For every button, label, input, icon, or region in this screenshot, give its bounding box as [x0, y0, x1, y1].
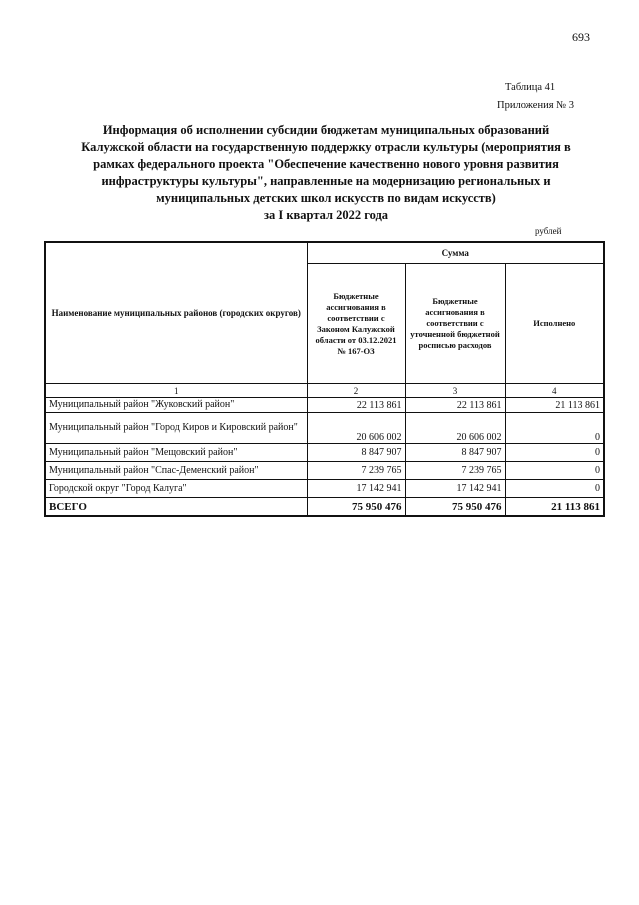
units-label: рублей: [535, 226, 562, 236]
total-label: ВСЕГО: [45, 498, 307, 517]
table-row: [45, 413, 604, 444]
table-label: Таблица 41: [505, 82, 556, 93]
law-allocation-value: 20 606 002: [307, 413, 405, 444]
district-name: Муниципальный район "Спас-Деменский район": [45, 462, 307, 480]
title-line: муниципальных детских школ искусств по видам искусств): [156, 191, 496, 205]
executed-value: 0: [505, 413, 604, 444]
header-refined-allocation: [405, 264, 505, 384]
header-law-allocation-text: Бюджетные ассигнования в соответствии с Законом Калужской области от 03.12.2021 № 167-ОЗ: [315, 290, 397, 356]
header-executed: [505, 264, 604, 384]
law-allocation-value: 7 239 765: [307, 462, 405, 480]
column-number: 2: [307, 384, 405, 398]
table-row: [45, 444, 604, 462]
document-title: [56, 122, 596, 224]
total-row: [45, 498, 604, 517]
page-number: 693: [572, 30, 590, 44]
executed-value: 0: [505, 462, 604, 480]
subsidy-table: [44, 241, 605, 517]
executed-value: 21 113 861: [505, 398, 604, 413]
refined-allocation-value: 7 239 765: [405, 462, 505, 480]
header-sum: [307, 242, 604, 264]
law-allocation-value: 22 113 861: [307, 398, 405, 413]
law-allocation-value: 17 142 941: [307, 480, 405, 498]
header-executed-text: Исполнено: [533, 318, 576, 328]
title-line: Информация об исполнении субсидии бюджетам муниципальных образований: [102, 123, 550, 137]
district-name: Городской округ "Город Калуга": [45, 480, 307, 498]
refined-allocation-value: 8 847 907: [405, 444, 505, 462]
total-refined-allocation: 75 950 476: [405, 498, 505, 517]
title-line: инфраструктуры культуры", направленные на модернизацию региональных и: [101, 174, 551, 188]
header-name: [45, 242, 307, 384]
title-line: рамках федерального проекта "Обеспечение качественно нового уровня развития: [93, 157, 559, 171]
total-executed: 21 113 861: [505, 498, 604, 517]
table-row: [45, 398, 604, 413]
column-number: 1: [45, 384, 307, 398]
total-law-allocation: 75 950 476: [307, 498, 405, 517]
title-line: Калужской области на государственную поддержку отрасли культуры (мероприятия в: [81, 140, 571, 154]
executed-value: 0: [505, 444, 604, 462]
district-name: Муниципальный район "Жуковский район": [45, 398, 307, 413]
appendix-label: Приложения № 3: [497, 100, 575, 111]
header-sum-text: Сумма: [441, 248, 469, 258]
column-number: 3: [405, 384, 505, 398]
district-name: Муниципальный район "Город Киров и Кировский район": [45, 413, 307, 444]
header-law-allocation: [307, 264, 405, 384]
column-number: 4: [505, 384, 604, 398]
refined-allocation-value: 22 113 861: [405, 398, 505, 413]
refined-allocation-value: 17 142 941: [405, 480, 505, 498]
district-name: Муниципальный район "Мещовский район": [45, 444, 307, 462]
title-line: за I квартал 2022 года: [263, 208, 389, 222]
executed-value: 0: [505, 480, 604, 498]
table-row: [45, 480, 604, 498]
header-refined-allocation-text: Бюджетные ассигнования в соответствии с уточненной бюджетной росписью расходов: [410, 296, 500, 350]
law-allocation-value: 8 847 907: [307, 444, 405, 462]
refined-allocation-value: 20 606 002: [405, 413, 505, 444]
table-row: [45, 462, 604, 480]
header-name-text: Наименование муниципальных районов (городских округов): [51, 308, 301, 318]
